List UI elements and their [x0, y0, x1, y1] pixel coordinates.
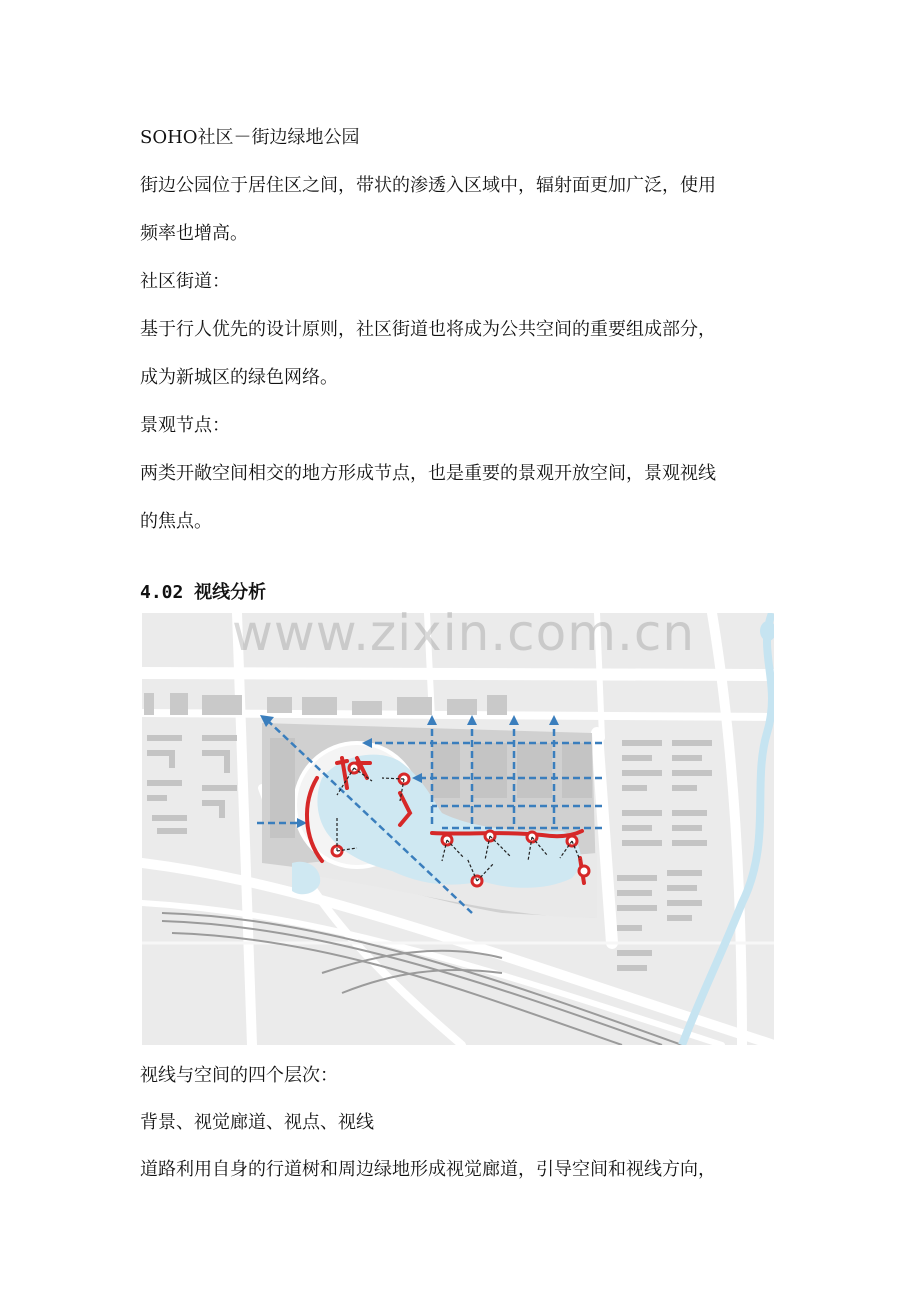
paragraph-line: 视线与空间的四个层次： [140, 1065, 338, 1086]
paragraph-line: 两类开敞空间相交的地方形成节点，也是重要的景观开放空间，景观视线 [140, 463, 716, 484]
paragraph-line: 道路利用自身的行道树和周边绿地形成视觉廊道，引导空间和视线方向， [140, 1159, 716, 1180]
section-label: 社区街道： [140, 271, 230, 292]
paragraph-line: 街边公园位于居住区之间，带状的渗透入区域中，辐射面更加广泛，使用 [140, 175, 716, 196]
paragraph-line: 频率也增高。 [140, 223, 248, 244]
doc-title: SOHO社区－街边绿地公园 [140, 127, 360, 148]
paragraph-line: 成为新城区的绿色网络。 [140, 367, 338, 388]
sightline-analysis-map [142, 613, 774, 1045]
section-heading: 4.02 视线分析 [140, 582, 267, 603]
watermark: www.zixin.com.cn [232, 604, 696, 662]
paragraph-line: 的焦点。 [140, 511, 212, 532]
section-label: 景观节点： [140, 415, 230, 436]
paragraph-line: 基于行人优先的设计原则，社区街道也将成为公共空间的重要组成部分， [140, 319, 716, 340]
paragraph-line: 背景、视觉廊道、视点、视线 [140, 1112, 374, 1133]
